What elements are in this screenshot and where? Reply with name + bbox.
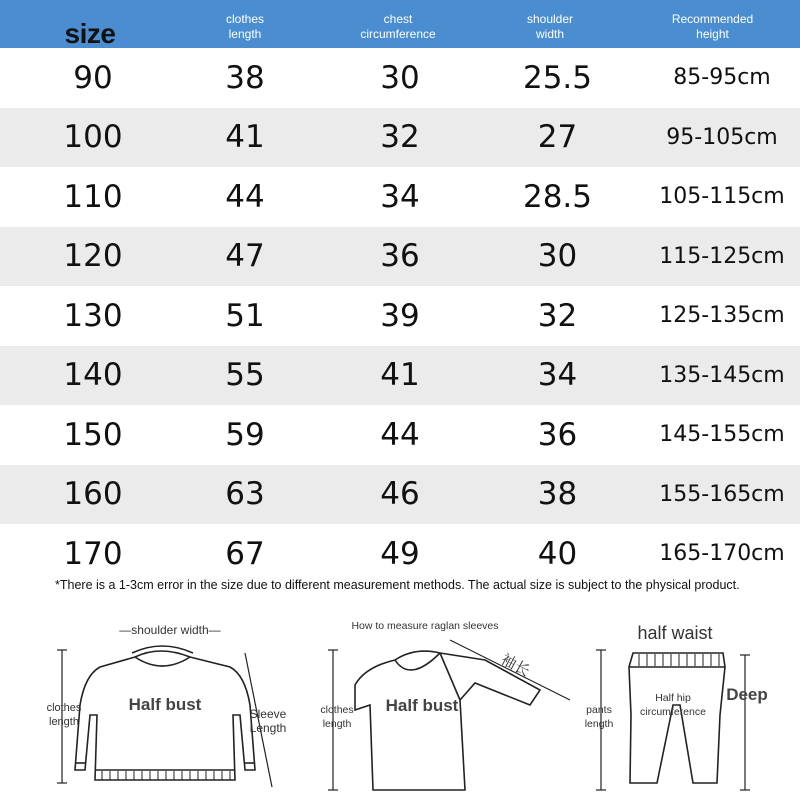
pants-deep-label: Deep (726, 685, 768, 704)
table-row (0, 108, 800, 168)
header-size: size (64, 18, 116, 49)
table-row (0, 48, 800, 108)
cell-chest: 49 (380, 535, 420, 572)
header-shoulder-line2: width (535, 27, 564, 41)
table-row (0, 405, 800, 465)
cell-length: 55 (225, 357, 265, 394)
pants-length-line1: pants (586, 704, 612, 716)
cell-shoulder: 40 (537, 535, 578, 572)
sweater-length-line2: length (49, 716, 79, 728)
cell-size: 100 (63, 119, 123, 156)
sweater-shoulder-label: —shoulder width— (119, 623, 221, 637)
cell-shoulder: 32 (537, 297, 578, 334)
pants-waist-label: half waist (637, 623, 713, 643)
pants-hip-label (633, 691, 713, 719)
sweater-sleeve-label (242, 707, 294, 735)
sweater-sleeve-line1: Sleeve (249, 707, 287, 721)
sweater-length-line1: clothes (46, 702, 82, 714)
raglan-sleeve-label: 袖长 (497, 651, 533, 681)
sweater-bust-label: Half bust (128, 695, 202, 714)
table-row (0, 286, 800, 346)
cell-height: 155-165cm (659, 481, 785, 507)
header-chest-line2: circumference (360, 27, 436, 41)
cell-length: 38 (225, 59, 265, 96)
sweater-diagram (40, 605, 300, 800)
cell-length: 67 (225, 535, 265, 572)
cell-chest: 32 (380, 119, 420, 156)
raglan-diagram (315, 605, 580, 800)
cell-size: 90 (73, 59, 113, 96)
header-clothes-length-line2: length (228, 27, 262, 41)
cell-shoulder: 28.5 (522, 178, 593, 215)
cell-length: 44 (225, 178, 265, 215)
table-row (0, 524, 800, 584)
pants-hip-line1: Half hip (655, 692, 691, 704)
sweater-length-label (40, 701, 88, 729)
table-header (0, 0, 800, 48)
cell-size: 110 (63, 178, 123, 215)
raglan-title-label: How to measure raglan sleeves (351, 620, 499, 632)
cell-length: 41 (225, 119, 265, 156)
pants-length-label (581, 703, 617, 731)
cell-chest: 41 (380, 357, 420, 394)
pants-hip-line2: circumference (640, 706, 706, 718)
cell-height: 105-115cm (659, 184, 785, 210)
table-row (0, 227, 800, 287)
pants-diagram (585, 605, 800, 800)
raglan-length-line1: clothes (320, 704, 354, 716)
sweater-sleeve-line2: Length (249, 721, 287, 735)
header-chest-line1: chest (383, 12, 413, 26)
raglan-bust-label: Half bust (385, 696, 459, 715)
cell-height: 115-125cm (659, 243, 785, 269)
cell-size: 130 (63, 297, 123, 334)
cell-height: 95-105cm (666, 124, 778, 150)
cell-size: 120 (63, 238, 123, 275)
cell-length: 59 (225, 416, 265, 453)
cell-height: 145-155cm (659, 422, 785, 448)
cell-shoulder: 34 (537, 357, 578, 394)
cell-chest: 36 (380, 238, 420, 275)
table-row (0, 346, 800, 406)
cell-chest: 39 (380, 297, 420, 334)
cell-chest: 44 (380, 416, 420, 453)
raglan-length-line2: length (322, 718, 352, 730)
header-height-line2: height (696, 27, 729, 41)
table-row (0, 465, 800, 525)
header-shoulder-line1: shoulder (526, 12, 574, 26)
header-height-line1: Recommended (671, 12, 754, 26)
cell-height: 165-170cm (659, 541, 785, 567)
cell-chest: 30 (380, 59, 420, 96)
header-clothes-length-line1: clothes (225, 12, 265, 26)
cell-chest: 34 (380, 178, 420, 215)
cell-shoulder: 27 (537, 119, 578, 156)
cell-size: 170 (63, 535, 123, 572)
cell-shoulder: 36 (537, 416, 578, 453)
cell-size: 160 (63, 476, 123, 513)
table-row (0, 167, 800, 227)
cell-length: 51 (225, 297, 265, 334)
cell-chest: 46 (380, 476, 420, 513)
cell-shoulder: 38 (537, 476, 578, 513)
cell-length: 63 (225, 476, 265, 513)
cell-length: 47 (225, 238, 265, 275)
raglan-length-label (315, 703, 359, 731)
cell-height: 135-145cm (659, 362, 785, 388)
cell-height: 85-95cm (673, 65, 771, 91)
cell-shoulder: 25.5 (522, 59, 593, 96)
measurement-note: *There is a 1-3cm error in the size due to different measurement methods. The actual size is subject to the physical product. (55, 578, 740, 592)
size-table-body (0, 48, 800, 584)
cell-shoulder: 30 (537, 238, 578, 275)
cell-size: 150 (63, 416, 123, 453)
cell-size: 140 (63, 357, 123, 394)
pants-length-line2: length (584, 718, 614, 730)
cell-height: 125-135cm (659, 303, 785, 329)
